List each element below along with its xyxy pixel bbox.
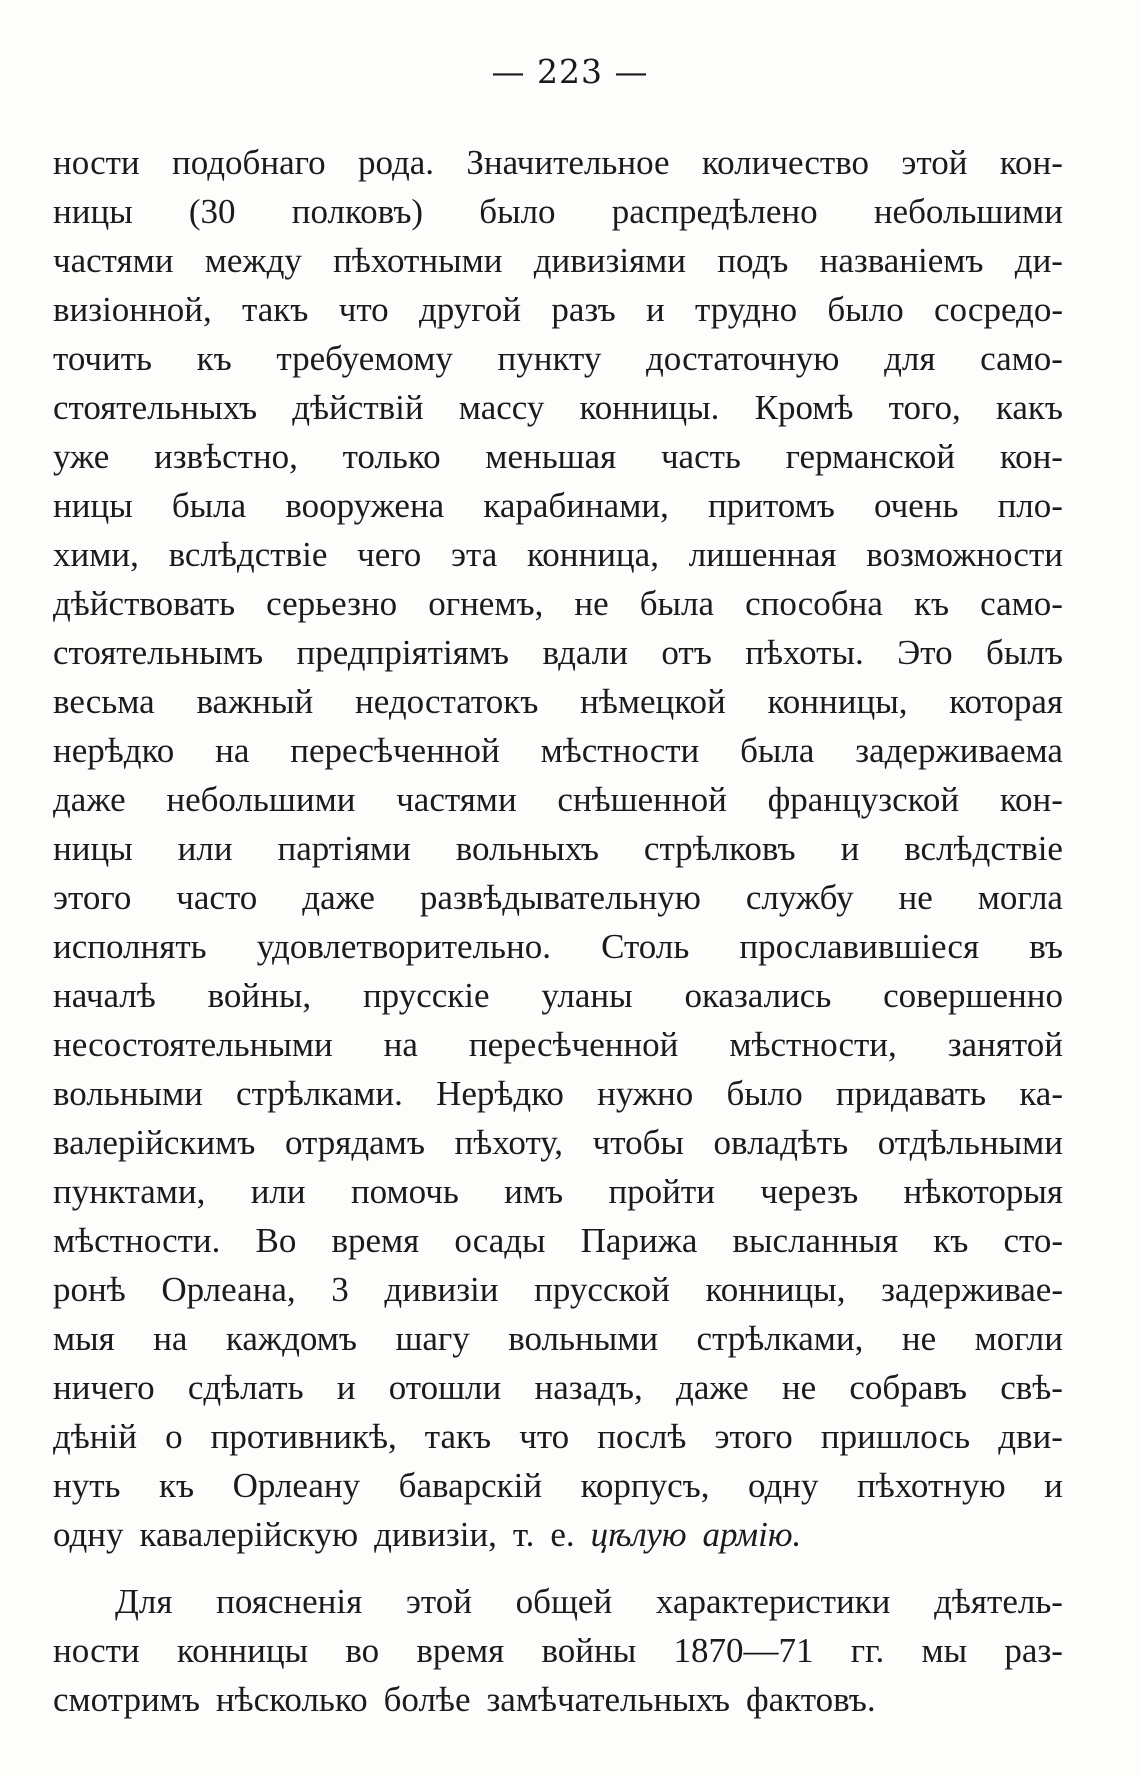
text-line: мѣстности. Во время осады Парижа высланныя къ сто- [53,1221,1063,1260]
text-line: этого часто даже развѣдывательную службу не могла [53,878,1063,917]
text-line: даже небольшими частями снѣшенной французской кон- [53,780,1063,819]
text-line: ницы (30 полковъ) было распредѣлено небольшими [53,192,1063,231]
text-line: исполнять удовлетворительно. Столь прославившіеся въ [53,927,1063,966]
text-line: ницы или партіями вольныхъ стрѣлковъ и вслѣдствіе [53,829,1063,868]
text-line: точить къ требуемому пункту достаточную для само- [53,339,1063,378]
text-line: стоятельнымъ предпріятіямъ вдали отъ пѣхоты. Это былъ [53,633,1063,672]
text-line: стоятельныхъ дѣйствій массу конницы. Кромѣ того, какъ [53,388,1063,427]
paragraph [53,138,1063,1559]
text-line: ности конницы во время войны 1870—71 гг. мы раз- [53,1631,1063,1670]
page-number: — 223 — [491,52,649,91]
paragraph-gap [53,1559,1063,1577]
text-line: пунктами, или помочь имъ пройти черезъ нѣкоторыя [53,1172,1063,1211]
text-line: дѣній о противникѣ, такъ что послѣ этого пришлось дви- [53,1417,1063,1456]
text-line: нуть къ Орлеану баварскій корпусъ, одну пѣхотную и [53,1466,1063,1505]
text-line: ности подобнаго рода. Значительное количество этой кон- [53,143,1063,182]
text-line: хими, вслѣдствіе чего эта конница, лишенная возможности [53,535,1063,574]
text-line: весьма важный недостатокъ нѣмецкой конницы, которая [53,682,1063,721]
text-line: мыя на каждомъ шагу вольными стрѣлками, не могли [53,1319,1063,1358]
text-line: валерійскимъ отрядамъ пѣхоту, чтобы овладѣть отдѣльными [53,1123,1063,1162]
text-line: вольными стрѣлками. Нерѣдко нужно было придавать ка- [53,1074,1063,1113]
text-line: уже извѣстно, только меньшая часть германской кон- [53,437,1063,476]
text-line: частями между пѣхотными дивизіями подъ названіемъ ди- [53,241,1063,280]
text-line: смотримъ нѣсколько болѣе замѣчательныхъ фактовъ. [53,1680,876,1719]
text-line: ронѣ Орлеана, 3 дивизіи прусской конницы, задерживае- [53,1270,1063,1309]
text-line: нерѣдко на пересѣченной мѣстности была задерживаема [53,731,1063,770]
text-line: ницы была вооружена карабинами, притомъ очень пло- [53,486,1063,525]
text-line: ничего сдѣлать и отошли назадъ, даже не собравъ свѣ- [53,1368,1063,1407]
text-line: визіонной, такъ что другой разъ и трудно было сосредо- [53,290,1063,329]
text-line: Для поясненія этой общей характеристики дѣятель- [115,1582,1063,1621]
text-line: началѣ войны, прусскіе уланы оказались совершенно [53,976,1063,1015]
text-line: одну кавалерійскую дивизіи, т. е. цѣлую армію. [53,1515,802,1554]
body-text [53,138,1063,1724]
text-line: дѣйствовать серьезно огнемъ, не была способна къ само- [53,584,1063,623]
text-line: несостоятельными на пересѣченной мѣстности, занятой [53,1025,1063,1064]
paragraph [53,1577,1063,1724]
